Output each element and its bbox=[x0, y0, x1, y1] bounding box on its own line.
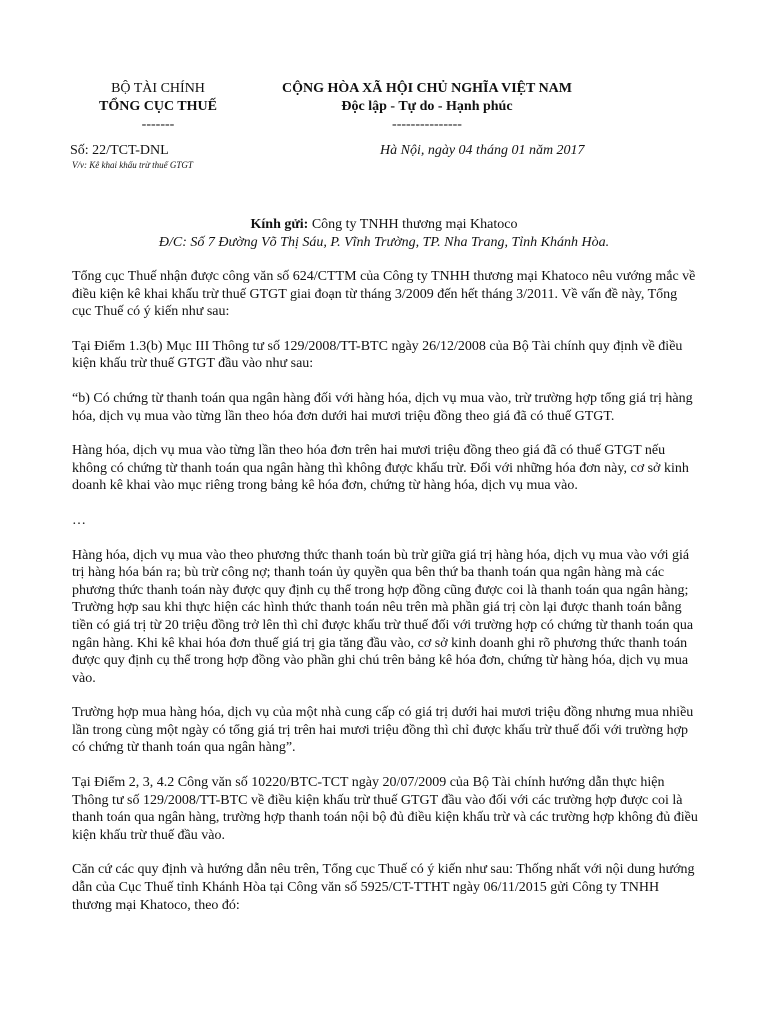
paragraph: Trường hợp mua hàng hóa, dịch vụ của một nhà cung cấp có giá trị dưới hai mươi triệu đồng nhưng mua nhiều lần trong cùng một ngày có tổng giá trị trên hai mươi triệu đồng thì chỉ được khấu trừ thuế đối với trường hợp có chứng từ thanh toán qua ngân hàng”. bbox=[72, 705, 694, 756]
paragraph: Tại Điểm 1.3(b) Mục III Thông tư số 129/2008/TT-BTC ngày 26/12/2008 của Bộ Tài chính quy định về điều kiện khấu trừ thuế GTGT đầu vào như sau: bbox=[72, 338, 683, 372]
paragraph: Tổng cục Thuế nhận được công văn số 624/CTTM của Công ty TNHH thương mại Khatoco nêu vướng mắc về điều kiện kê khai khấu trừ thuế GTGT giai đoạn từ tháng 3/2009 đến hết tháng 3/2011. Về vấn đề này, Tổng cục Thuế có ý kiến như sau: bbox=[72, 269, 696, 320]
agency-parent: BỘ TÀI CHÍNH bbox=[111, 81, 205, 96]
agency-rule: ------- bbox=[141, 117, 175, 132]
paragraph: Hàng hóa, dịch vụ mua vào theo phương thức thanh toán bù trừ giữa giá trị hàng hóa, dịch vụ mua vào với giá trị hàng hóa bán ra; bù trừ công nợ; thanh toán ủy quyền qua bên thứ ba thanh toán qua ngân hàng mà các phương thức thanh toán này được quy định cụ thể trong hợp đồng cũng được coi là thanh toán qua ngân hàng; Trường hợp sau khi thực hiện các hình thức thanh toán nêu trên mà phần giá trị còn lại được thanh toán bằng tiền có giá trị từ 20 triệu đồng trở lên thì chỉ được khấu trừ thuế đối với trường hợp có chứng từ thanh toán qua ngân hàng. Khi kê khai hóa đơn thuế giá trị gia tăng đầu vào, cơ sở kinh doanh ghi rõ phương thức thanh toán được quy định cụ thể trong hợp đồng vào phần ghi chú trên bảng kê hóa đơn, chứng từ hàng hóa, dịch vụ mua vào. bbox=[72, 547, 694, 686]
recipient-address: Đ/C: Số 7 Đường Võ Thị Sáu, P. Vĩnh Trường, TP. Nha Trang, Tỉnh Khánh Hòa. bbox=[158, 235, 610, 250]
recipient-line bbox=[0, 216, 768, 234]
paragraph: Tại Điểm 2, 3, 4.2 Công văn số 10220/BTC-TCT ngày 20/07/2009 của Bộ Tài chính hướng dẫn thực hiện Thông tư số 129/2008/TT-BTC về điều kiện khấu trừ thuế GTGT đầu vào đối với các trường hợp được coi là thanh toán qua ngân hàng, trường hợp thanh toán nội bộ đủ điều kiện khấu trừ và các trường hợp không đủ điều kiện khấu trừ thuế đầu vào. bbox=[72, 775, 698, 843]
recipient-block bbox=[0, 216, 768, 252]
document-number: Số: 22/TCT-DNL bbox=[70, 143, 169, 158]
motto-rule: --------------- bbox=[392, 117, 462, 132]
agency-name: TỔNG CỤC THUẾ bbox=[99, 99, 217, 114]
ellipsis-paragraph: … bbox=[72, 512, 86, 528]
country-name: CỘNG HÒA XÃ HỘI CHỦ NGHĨA VIỆT NAM bbox=[281, 81, 572, 96]
paragraph: “b) Có chứng từ thanh toán qua ngân hàng đối với hàng hóa, dịch vụ mua vào, trừ trường hợp tổng giá trị hàng hóa, dịch vụ mua vào từng lần theo hóa đơn dưới hai mươi triệu đồng theo giá đã có thuế GTGT. bbox=[72, 390, 693, 424]
letter-body bbox=[72, 268, 698, 931]
recipient-name: Công ty TNHH thương mại Khatoco bbox=[308, 217, 518, 232]
document-subject: V/v: Kê khai khấu trừ thuế GTGT bbox=[72, 160, 193, 170]
agency-header bbox=[70, 80, 246, 134]
paragraph: Căn cứ các quy định và hướng dẫn nêu trên, Tổng cục Thuế có ý kiến như sau: Thống nhất với nội dung hướng dẫn của Cục Thuế tỉnh Khánh Hòa tại Công văn số 5925/CT-TTHT ngày 06/11/2015 gửi Công ty TNHH thương mại Khatoco, theo đó: bbox=[72, 862, 695, 913]
paragraph: Hàng hóa, dịch vụ mua vào từng lần theo hóa đơn trên hai mươi triệu đồng theo giá đã có thuế GTGT nếu không có chứng từ thanh toán qua ngân hàng thì không được khấu trừ. Đối với những hóa đơn này, cơ sở kinh doanh kê khai vào mục riêng trong bảng kê hóa đơn, chứng từ hàng hóa, dịch vụ mua vào. bbox=[72, 443, 689, 494]
national-motto: Độc lập - Tự do - Hạnh phúc bbox=[341, 99, 513, 114]
recipient-label: Kính gửi: bbox=[250, 217, 309, 232]
place-date: Hà Nội, ngày 04 tháng 01 năm 2017 bbox=[380, 143, 585, 158]
national-header bbox=[252, 80, 602, 134]
